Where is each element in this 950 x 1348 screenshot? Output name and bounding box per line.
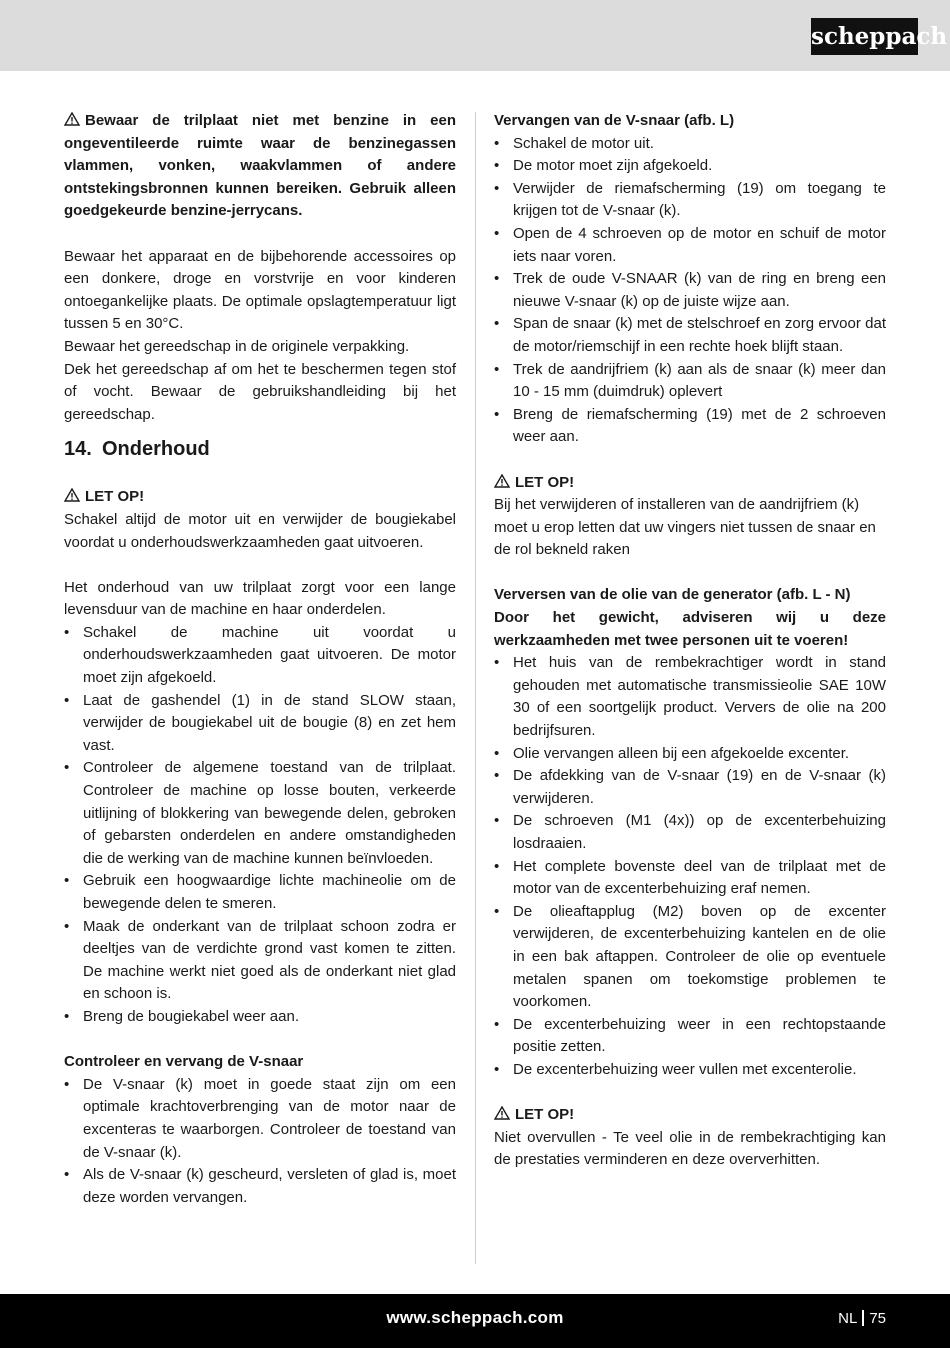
bullet-icon: • — [494, 270, 500, 288]
list-item — [494, 404, 886, 449]
bullet-icon: • — [64, 872, 70, 890]
list-item-text: Span de snaar (k) met de stelschroef en zorg ervoor dat de motor/riemschijf in een rechte hoek blijft staan. — [513, 315, 886, 355]
storage-paragraph-1: Bewaar het apparaat en de bijbehorende accessoires op een donkere, droge en vorstvrije en voor kinderen ontoegankelijke plaats. De optimale opslagtemperatuur ligt tussen 5 en 30°C. — [64, 247, 456, 333]
list-item — [494, 223, 886, 268]
right-column — [494, 110, 886, 1172]
column-divider — [475, 112, 476, 1264]
vbelt-check-title: Controleer en vervang de V-snaar — [64, 1053, 304, 1071]
footer-bar — [0, 1294, 950, 1348]
list-item-text: Open de 4 schroeven op de motor en schuif de motor iets naar voren. — [513, 224, 886, 265]
section-number: 14. — [64, 438, 92, 461]
warning-3-label-text: LET OP! — [515, 1106, 575, 1124]
list-item — [64, 916, 456, 1006]
oil-list — [494, 652, 886, 1081]
bullet-icon: • — [64, 1166, 70, 1184]
bullet-icon: • — [494, 744, 500, 762]
bullet-icon: • — [494, 857, 500, 875]
list-item — [64, 690, 456, 758]
maintenance-list — [64, 622, 456, 1029]
bullet-icon: • — [494, 902, 500, 920]
bullet-icon: • — [64, 691, 70, 709]
oil-title: Verversen van de olie van de generator (afb. L - N) — [494, 586, 851, 604]
list-item — [64, 1074, 456, 1164]
list-item — [64, 757, 456, 870]
list-item — [494, 901, 886, 1014]
list-item — [494, 133, 886, 156]
bullet-icon: • — [64, 1007, 70, 1025]
list-item — [494, 359, 886, 404]
storage-warning — [64, 110, 456, 223]
list-item — [64, 1006, 456, 1029]
storage-paragraph-2: Bewaar het gereedschap in de originele verpakking. — [64, 337, 410, 355]
list-item — [494, 178, 886, 223]
warning-2-text: Bij het verwijderen of installeren van de aandrijfriem (k) moet u erop letten dat uw vingers niet tussen de snaar en de rol bekneld raken — [494, 496, 876, 559]
list-item-text: De excenterbehuizing weer vullen met excenterolie. — [513, 1060, 857, 1078]
list-item — [494, 810, 886, 855]
list-item — [494, 652, 886, 742]
section-title: Onderhoud — [102, 438, 210, 461]
list-item-text: Schakel de machine uit voordat u onderhoudswerkzaamheden gaat uitvoeren. De motor moet zijn afgekoeld. — [83, 623, 456, 687]
list-item — [64, 622, 456, 690]
list-item-text: Schakel de motor uit. — [513, 134, 654, 152]
bullet-icon: • — [494, 224, 500, 242]
list-item-text: Laat de gashendel (1) in de stand SLOW staan, verwijder de bougiekabel uit de bougie (8) en zet hem vast. — [83, 691, 456, 754]
footer-url-link[interactable]: www.scheppach.com — [386, 1308, 564, 1327]
list-item-text: De excenterbehuizing weer in een rechtopstaande positie zetten. — [513, 1015, 886, 1056]
list-item — [494, 268, 886, 313]
page-number: 75 — [869, 1310, 886, 1327]
bullet-icon: • — [494, 654, 500, 672]
list-item — [64, 1164, 456, 1209]
bullet-icon: • — [494, 812, 500, 830]
list-item-text: De afdekking van de V-snaar (19) en de V-snaar (k) verwijderen. — [513, 767, 886, 807]
oil-subtitle: Door het gewicht, adviseren wij u deze werkzaamheden met twee personen uit te voeren! — [494, 609, 886, 649]
list-item-text: Gebruik een hoogwaardige lichte machineolie om de bewegende delen te smeren. — [83, 872, 456, 912]
bullet-icon: • — [494, 360, 500, 378]
page-separator — [862, 1310, 864, 1326]
warning-triangle-icon — [64, 112, 80, 126]
list-item-text: Breng de riemafscherming (19) met de 2 schroeven weer aan. — [513, 405, 886, 446]
storage-warning-text: Bewaar de trilplaat niet met benzine in een ongeventileerde ruimte waar de benzinegassen vlammen, vonken, waakvlammen of andere ontstekingsbronnen kunnen bereiken. Gebruik alleen goedgekeurde benzine-jerrycans. — [64, 112, 456, 220]
list-item — [494, 1059, 886, 1082]
list-item-text: De olieaftapplug (M2) boven op de excenter verwijderen, de excenterbehuizing kantelen en de olie in een bak aftappen. Controleer de olie op eventuele metalen spanen om toekomstige problemen te voorkomen. — [513, 902, 886, 1011]
warning-1-label — [64, 486, 456, 509]
bullet-icon: • — [494, 157, 500, 175]
list-item — [494, 743, 886, 766]
list-item — [494, 155, 886, 178]
bullet-icon: • — [64, 1075, 70, 1093]
list-item-text: Verwijder de riemafscherming (19) om toegang te krijgen tot de V-snaar (k). — [513, 179, 886, 220]
warning-triangle-icon — [494, 1106, 510, 1120]
list-item-text: Trek de aandrijfriem (k) aan als de snaar (k) meer dan 10 - 15 mm (duimdruk) oplevert — [513, 360, 886, 401]
list-item — [494, 1014, 886, 1059]
warning-2-label-text: LET OP! — [515, 473, 575, 491]
bullet-icon: • — [64, 917, 70, 935]
list-item — [64, 870, 456, 915]
list-item-text: Trek de oude V-SNAAR (k) van de ring en breng een nieuwe V-snaar (k) op de juiste wijze aan. — [513, 270, 886, 310]
maintenance-intro: Het onderhoud van uw trilplaat zorgt voor een lange levensduur van de machine en haar onderdelen. — [64, 578, 456, 619]
bullet-icon: • — [494, 405, 500, 423]
list-item-text: Maak de onderkant van de trilplaat schoon zodra er deeltjes van de verdichte grond vast komen te zitten. De machine werkt niet goed als de onderkant niet glad en schoon is. — [83, 917, 456, 1003]
bullet-icon: • — [494, 767, 500, 785]
page-indicator — [838, 1310, 886, 1327]
language-code: NL — [838, 1310, 858, 1327]
bullet-icon: • — [494, 1060, 500, 1078]
warning-2-label — [494, 472, 886, 495]
storage-paragraph-3: Dek het gereedschap af om het te beschermen tegen stof of vocht. Bewaar de gebruikshandleiding bij het gereedschap. — [64, 360, 456, 423]
list-item — [494, 765, 886, 810]
brand-logo[interactable]: scheppach — [811, 18, 918, 55]
bullet-icon: • — [64, 623, 70, 641]
list-item-text: De V-snaar (k) moet in goede staat zijn om een optimale krachtoverbrenging van de motor naar de excenteras te waarborgen. Controleer de toestand van de V-snaar (k). — [83, 1075, 456, 1161]
bullet-icon: • — [64, 759, 70, 777]
warning-triangle-icon — [64, 488, 80, 502]
warning-3-text: Niet overvullen - Te veel olie in de rembekrachtiging kan de prestaties verminderen en deze oververhitten. — [494, 1128, 886, 1169]
left-column — [64, 110, 456, 1209]
vbelt-replace-title: Vervangen van de V-snaar (afb. L) — [494, 112, 735, 129]
header-bar — [0, 0, 950, 71]
warning-1-text: Schakel altijd de motor uit en verwijder de bougiekabel voordat u onderhoudswerkzaamheden gaat uitvoeren. — [64, 510, 456, 551]
bullet-icon: • — [494, 179, 500, 197]
list-item-text: De schroeven (M1 (4x)) op de excenterbehuizing losdraaien. — [513, 812, 886, 852]
bullet-icon: • — [494, 134, 500, 152]
list-item — [494, 856, 886, 901]
list-item-text: Breng de bougiekabel weer aan. — [83, 1007, 299, 1025]
list-item-text: Het complete bovenste deel van de trilplaat met de motor van de excenterbehuizing eraf nemen. — [513, 857, 886, 898]
section-heading — [64, 436, 456, 462]
warning-triangle-icon — [494, 474, 510, 488]
list-item-text: De motor moet zijn afgekoeld. — [513, 157, 713, 175]
warning-1-label-text: LET OP! — [85, 488, 145, 506]
bullet-icon: • — [494, 1015, 500, 1033]
list-item-text: Olie vervangen alleen bij een afgekoelde excenter. — [513, 744, 850, 762]
warning-3-label — [494, 1104, 886, 1127]
list-item-text: Het huis van de rembekrachtiger wordt in stand gehouden met automatische transmissieolie SAE 10W 30 of een soortgelijk product. Ververs de olie na 200 bedrijfsuren. — [513, 654, 886, 740]
list-item-text: Controleer de algemene toestand van de trilplaat. Controleer de machine op losse bouten, verkeerde uitlijning of blokkering van bewegende delen, gebroken of gebarsten onderdelen en andere omstandigheden die de werking van de machine kunnen beïnvloeden. — [83, 759, 456, 867]
vbelt-replace-list — [494, 133, 886, 449]
list-item — [494, 313, 886, 358]
list-item-text: Als de V-snaar (k) gescheurd, versleten of glad is, moet deze worden vervangen. — [83, 1166, 456, 1206]
bullet-icon: • — [494, 315, 500, 333]
vbelt-check-list — [64, 1074, 456, 1210]
